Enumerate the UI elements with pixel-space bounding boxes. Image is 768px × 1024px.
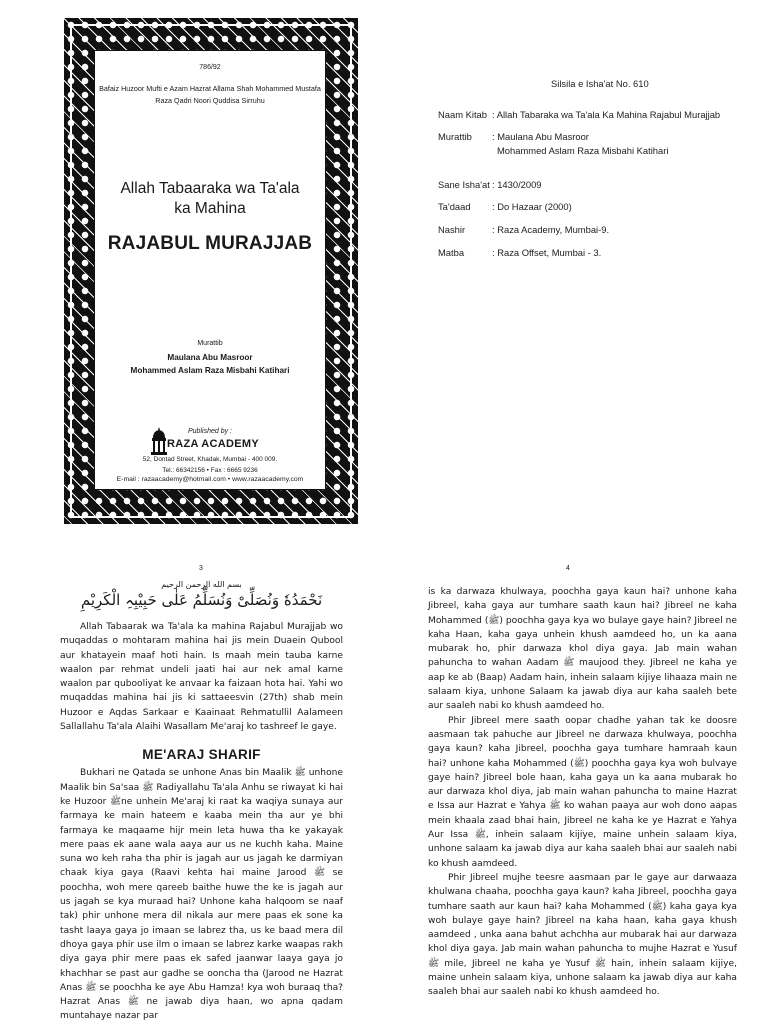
imprint-key: Naam Kitab [438,109,487,120]
imprint-row [438,179,542,190]
body-paragraph: is ka darwaza khulwaya, poochha gaya kaun hai? unhone kaha Jibreel, kaha gaya aur tumhare saath kaun hai? Jibreel ne kaha Mohammed (ﷺ) poochha gaya kya wo bulaye gaye hain? Jibreel ne kaha Haan, kaha gaya unhein khush aamdeed ho, un ka aana mubarak ho, phir darwaza khol diya gaya. Jab main wahan pahuncha to wahan Aadam ﷺ maujood they. Jibreel ne kaha ye aap ke ab (Baap) Aadam hain, inhein salaam kijiye lihaaza main ne salaam kiya, unhone Salaam ka jawab diya aur kaha saaleh bete aur saaleh nabi ko khush aamdeed ho. [428,587,737,712]
imprint-value: : Raza Academy, Mumbai-9. [492,224,610,235]
cover-bafaiz-line: Bafaiz Huzoor Mufti e Azam Hazrat Allama Shah Mohammed Mustafa Raza Qadri Noori Quddisa Sirruhu [99,84,321,105]
imprint-value: : Do Hazaar (2000) [492,201,572,212]
imprint-key: Nashir [438,224,466,235]
imprint-row [438,109,720,120]
cover-title-top [95,179,325,219]
cover-author [95,351,325,377]
imprint-key: Ta'daad [438,201,471,212]
cover-publisher: RAZA ACADEMY [167,438,260,450]
imprint-key: Matba [438,247,465,258]
page-3 [60,580,343,1024]
cover-author-line2: Mohammed Aslam Raza Misbahi Katihari [130,366,290,375]
cover-address-block [95,454,325,476]
cover-murattib-label: Murattib [197,340,223,347]
body-paragraph: Bukhari ne Qatada se unhone Anas bin Maalik ﷺ unhone Maalik bin Sa'saa ﷺ Radiyallahu Ta'ala Anhu se riwayat ki hai ke Huzoor ﷺne unhein Me'araj ki raat ka waqiya sunaya aur farmaya ke main hateem e kaaba mein tha aur ye bhi farmaya ke maqaame hijr mein leta huwa tha ke yakayak mere paas ek aane wala aaya aur us ne kuchh kaha. Maine suna wo keh raha tha phir is jagah aur us jagah ke darmiyan chaak kiya gaya (Raavi kehta hai maine Jarood ﷺ se poochha, woh mere qareeb baithe huwe the ke is jagah aur us jagah se kya muraad hai? Unhone kaha halqoom se naaf tak) phir unhone mera dil nikala aur mere paas ek sone ka tasht laaya gaya jo imaan se labrez tha, us ke baad mera dil dhoya gaya phir use ilm o imaan se labrez karke waapas rakh diya gaya phir mere paas ek safed jaanwar laaya gaya jo khachhar se past aur gadhe se ooncha tha (Jarood ne Hazrat Anas ﷺ se poochha ke aye Abu Hamza! kya woh buraaq tha? Hazrat Anas ﷺ ne jawab diya haan, wo apna qadam muntahaye nazar par [60,768,344,1022]
page-4 [428,585,737,1000]
imprint-row [438,201,572,212]
raza-academy-logo-icon [149,426,169,456]
imprint-row [438,131,668,156]
imprint-series: Silsila e Isha'at No. 610 [551,78,649,89]
cover-main-title: RAJABUL MURAJJAB [107,233,313,254]
cover-title-line2: ka Mahina [174,200,246,217]
imprint-value: : Maulana Abu Masroor [492,131,589,142]
imprint-key: Sane Isha'at [438,179,490,190]
bismillah: بسم الله الرحمن الرحیم [161,580,242,589]
imprint-value: : Allah Tabaraka wa Ta'ala Ka Mahina Rajabul Murajjab [492,109,721,120]
cover-published-by: Published by : [188,428,232,435]
imprint-row [438,247,601,258]
imprint-row [438,224,609,235]
cover-number: 786/92 [199,64,221,71]
cover-phone: Tel.: 66342156 • Fax : 6665 9236 [162,467,258,474]
cover-address: 52, Dontad Street, Khadak, Mumbai - 400 009. [142,456,278,463]
durood-line: نَحْمَدُهٗ وَنُصَلِّیْ وَنُسَلِّمُ عَلٰی حَبِیْبِہِ الْکَرِیْمِ [80,591,323,609]
imprint-value: : Raza Offset, Mumbai - 3. [492,247,602,258]
section-heading: ME'ARAJ SHARIF [142,747,261,763]
cover-author-line1: Maulana Abu Masroor [167,353,253,362]
body-paragraph: Phir Jibreel mujhe teesre aasmaan par le gaye aur darwaaza khulwana chaaha, poochha gaya kaun? kaha Jibreel, poochha gaya tumhare saath aur kaun hai? kaha Mohammed (ﷺ) kaha gaya kya woh bulaye gaye hain? Jibreel na kaha haan, kaha gaya khush aamdeed , unka aana bahut achchha aur mubarak hai aur darwaza khol diya gaya. Jab main wahan pahuncha to mujhe Hazrat e Yusuf ﷺ mile, Jibreel ne kaha ye Yusuf ﷺ hain, inhein salaam kijiye, maine unhein salaam kiya, unhone salaam ka jawab diya aur kaha saaleh bhai aur saaleh nabi ko khush aamdeed ho. [428,872,737,998]
imprint-value-cont: Mohammed Aslam Raza Misbahi Katihari [497,145,669,156]
cover-title-line1: Allah Tabaaraka wa Ta'ala [120,180,300,197]
cover-email: E-mail : razaacademy@hotmail.com • www.razaacademy.com [116,476,304,483]
intro-paragraph: Allah Tabaarak wa Ta'ala ka mahina Rajabul Murajjab wo muqaddas o mohtaram mahina hai jis mein Duaein Qubool aur khatayein maaf hoti hain. Is maah mein tauba karne waalon par rehmat undeli jaati hai aur nek amal karne waalon par qubooliyat ke anvaar ka faizaan hota hai. Yahi wo muqaddas mahina hai jis ki sattaeesvin (27th) shab mein Huzoor e Aqdas Sarkaar e Kaainaat Rehmatullil Aalameen Sallallahu Ta'ala Alaihi Wasallam Me'araj ko tashreef le gaye. [60,622,343,733]
page-number-3: 3 [199,565,203,572]
imprint-key: Murattib [438,131,472,142]
imprint-value: : 1430/2009 [492,179,542,190]
body-paragraph: Phir Jibreel mere saath oopar chadhe yahan tak ke doosre aasmaan tak pahuche aur Jibreel ne darwaza khulwaya, poochha gaya kaun? kaha Jibreel, poochha gaya tumhare hamraah kaun hai? unhone kaha Mohammed (ﷺ) poochha gaya kya woh bulvaye gaye hain? Jibreel bole haan, kaha gaya un ka aana mubarak ho aur darwaza khol diya, jab main wahan pahuncha to maine Hazrat e Issa aur Hazrat e Yahya ﷺ ko wahan paaya aur woh dono aapas mein khaala zaad bhai hain, Jibreel ne kaha ke ye Hazrat e Yahya Aur Issa ﷺ, inhein salaam kijiye, maine unhein salaam kiya, unhone salaam ka jawab diya aur kaha saaleh bhai aur saaleh nabi ko khush aamdeed. [428,715,738,869]
page-number-4: 4 [566,565,570,572]
cover-panel [94,50,326,490]
